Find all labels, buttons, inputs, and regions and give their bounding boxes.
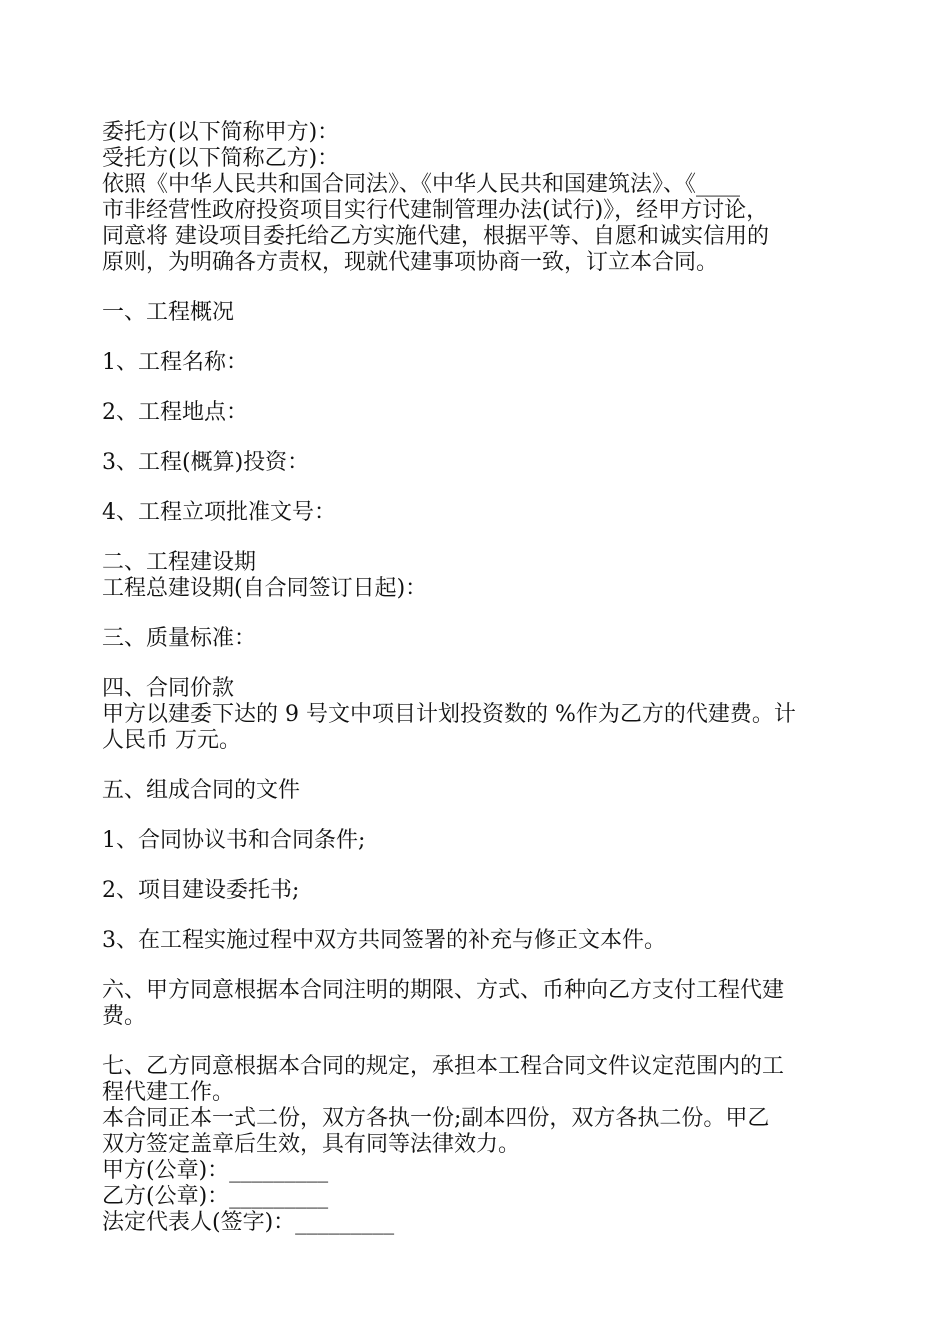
section-1-heading: 一、工程概况 (102, 300, 235, 325)
legal-representative-signature: 法定代表人(签字)：_________ (102, 1210, 395, 1235)
section-2-heading: 二、工程建设期 (102, 550, 257, 575)
document-item-1: 1、合同协议书和合同条件; (102, 828, 366, 853)
section-6-line-2: 费。 (102, 1004, 147, 1029)
basis-line-3: 同意将 建设项目委托给乙方实施代建，根据平等、自愿和诚实信用的 (102, 224, 769, 249)
project-location-field: 2、工程地点： (102, 400, 248, 425)
client-line: 委托方(以下简称甲方)： (102, 120, 340, 145)
price-line-2: 人民币 万元。 (102, 728, 241, 753)
contract-document (102, 120, 852, 1236)
basis-line-1: 依照《中华人民共和国合同法》、《中华人民共和国建筑法》、《____ (102, 172, 741, 197)
project-investment-field: 3、工程(概算)投资： (102, 450, 310, 475)
closing-line-1: 本合同正本一式二份，双方各执一份;副本四份，双方各执二份。甲乙 (102, 1106, 770, 1131)
closing-line-2: 双方签定盖章后生效，具有同等法律效力。 (102, 1132, 521, 1157)
section-5-heading: 五、组成合同的文件 (102, 778, 301, 803)
document-item-3: 3、在工程实施过程中双方共同签署的补充与修正文本件。 (102, 928, 666, 953)
project-name-field: 1、工程名称： (102, 350, 248, 375)
basis-line-4: 原则，为明确各方责权，现就代建事项协商一致，订立本合同。 (102, 250, 719, 275)
construction-period-field: 工程总建设期(自合同签订日起)： (102, 576, 428, 601)
section-4-heading: 四、合同价款 (102, 676, 235, 701)
section-3-heading: 三、质量标准： (102, 626, 257, 651)
project-approval-field: 4、工程立项批准文号： (102, 500, 336, 525)
price-line-1: 甲方以建委下达的 9 号文中项目计划投资数的 %作为乙方的代建费。计 (102, 702, 796, 727)
section-6-line-1: 六、甲方同意根据本合同注明的期限、方式、币种向乙方支付工程代建 (102, 978, 785, 1003)
document-item-2: 2、项目建设委托书; (102, 878, 300, 903)
basis-line-2: 市非经营性政府投资项目实行代建制管理办法(试行)》，经甲方讨论， (102, 198, 769, 223)
party-b-seal: 乙方(公章)：_________ (102, 1184, 329, 1209)
agent-line: 受托方(以下简称乙方)： (102, 146, 340, 171)
section-7-line-1: 七、乙方同意根据本合同的规定，承担本工程合同文件议定范围内的工 (102, 1054, 785, 1079)
section-7-line-2: 程代建工作。 (102, 1080, 235, 1105)
party-a-seal: 甲方(公章)：_________ (102, 1158, 329, 1183)
